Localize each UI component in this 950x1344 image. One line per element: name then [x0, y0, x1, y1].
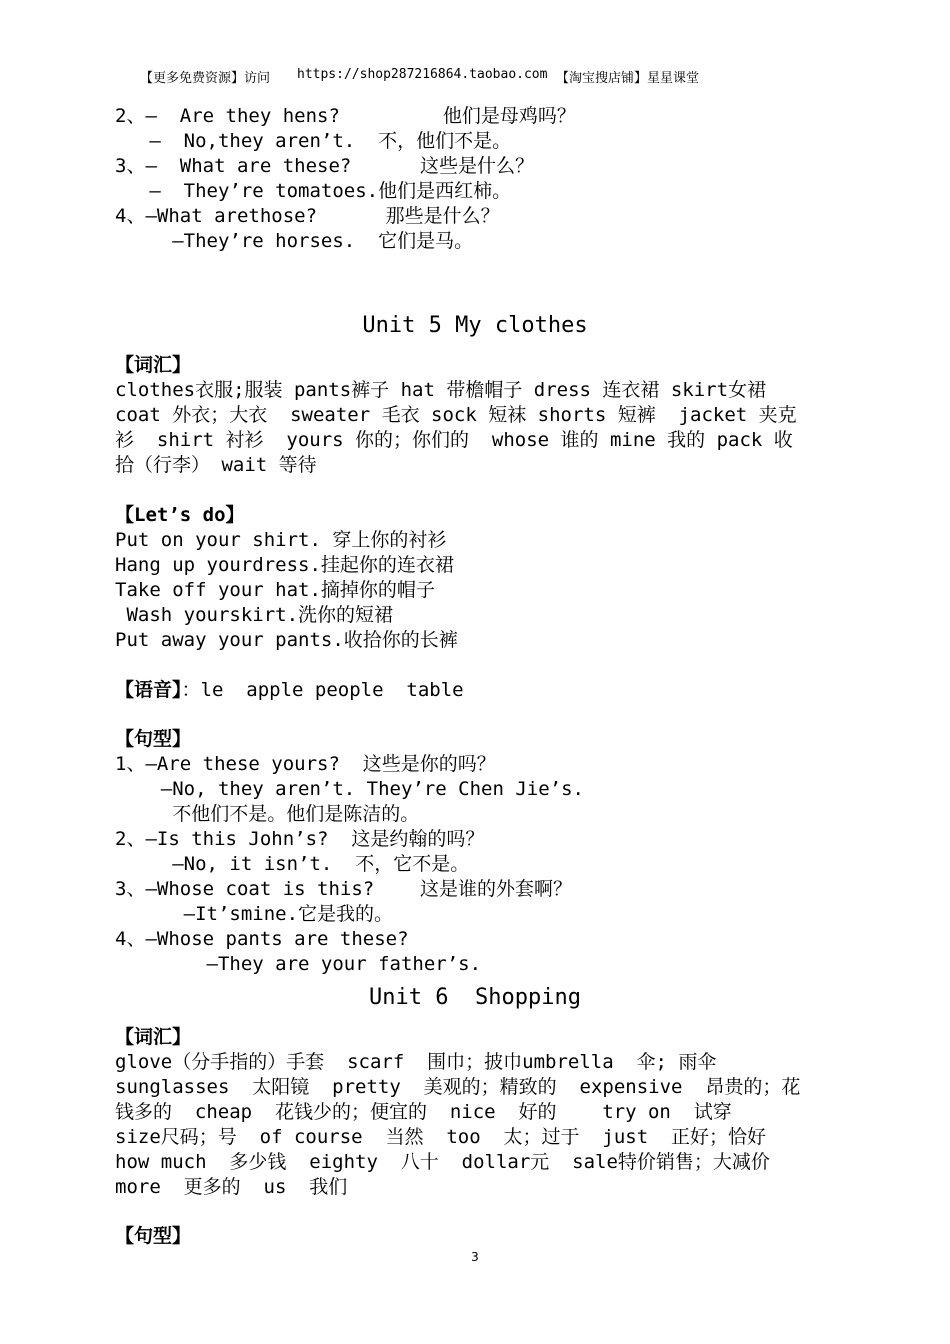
sentence-line: —No, it isn’t. 不，它不是。 [115, 853, 470, 875]
vocab-line: how much 多少钱 eighty 八十 dollar元 sale特价销售；大减价 [115, 1151, 770, 1173]
vocab-line: 衫 shirt 衬衫 yours 你的；你们的 whose 谁的 mine 我的 pack 收 [115, 429, 793, 451]
letsdo-line: Hang up yourdress.挂起你的连衣裙 [115, 554, 454, 576]
vocab-line: more 更多的 us 我们 [115, 1176, 348, 1198]
page-number: 3 [471, 1250, 479, 1264]
dialogue-line: —They’re horses. 它们是马。 [115, 230, 474, 252]
header-right: 【淘宝搜店铺】星星课堂 [556, 71, 700, 86]
sentence-line: —No, they aren’t. They’re Chen Jie’s. [115, 778, 584, 800]
unit6-vocab-heading: 【词汇】 [115, 1026, 192, 1048]
dialogue-line: 2、— Are they hens? 他们是母鸡吗？ [115, 105, 576, 127]
vocab-line: sunglasses 太阳镜 pretty 美观的；精致的 expensive 昂贵的；花 [115, 1076, 801, 1098]
header-url[interactable]: https://shop287216864.taobao.com [297, 67, 548, 82]
letsdo-line: Take off your hat.摘掉你的帽子 [115, 579, 435, 601]
phonics-text: ：le apple people table [181, 679, 464, 701]
dialogue-line: — They’re tomatoes.他们是西红柿。 [115, 180, 512, 202]
unit5-sentence-heading: 【句型】 [115, 728, 192, 750]
letsdo-line: Wash yourskirt.洗你的短裙 [115, 604, 394, 626]
vocab-line: 拾（行李） wait 等待 [115, 454, 317, 476]
sentence-line: 1、—Are these yours? 这些是你的吗？ [115, 753, 496, 775]
vocab-line: 钱多的 cheap 花钱少的；便宜的 nice 好的 try on 试穿 [115, 1101, 732, 1123]
dialogue-line: 4、—What arethose? 那些是什么？ [115, 205, 500, 227]
dialogue-line: — No,they aren’t. 不，他们不是。 [115, 130, 512, 152]
sentence-line: —It’smine.它是我的。 [115, 903, 394, 925]
sentence-line: —They are your father’s. [115, 953, 482, 975]
sentence-line: 3、—Whose coat is this? 这是谁的外套啊？ [115, 878, 572, 900]
unit5-phonics [115, 678, 464, 702]
unit6-sentence-heading: 【句型】 [115, 1225, 192, 1247]
letsdo-line: Put away your pants.收拾你的长裤 [115, 629, 458, 651]
header-left: 【更多免费资源】访问 [140, 71, 271, 86]
vocab-line: size尺码；号 of course 当然 too 太；过于 just 正好；恰好 [115, 1126, 767, 1148]
unit5-vocab-heading: 【词汇】 [115, 354, 192, 376]
vocab-line: glove（分手指的）手套 scarf 围巾；披巾umbrella 伞; 雨伞 [115, 1051, 717, 1073]
unit5-letsdo-heading: 【Let’s do】 [115, 504, 245, 526]
vocab-line: coat 外衣；大衣 sweater 毛衣 sock 短袜 shorts 短裤 jacket 夹克 [115, 404, 797, 426]
dialogue-line: 3、— What are these? 这些是什么？ [115, 155, 534, 177]
letsdo-line: Put on your shirt. 穿上你的衬衫 [115, 529, 447, 551]
sentence-line: 不他们不是。他们是陈洁的。 [115, 803, 420, 825]
vocab-line: clothes衣服;服装 pants裤子 hat 带檐帽子 dress 连衣裙 skirt女裙 [115, 379, 767, 401]
sentence-line: 2、—Is this John’s? 这是约翰的吗？ [115, 828, 485, 850]
unit6-title: Unit 6 Shopping [369, 985, 581, 1010]
unit5-phonics-heading: 【语音】 [115, 679, 182, 701]
unit5-title: Unit 5 My clothes [362, 313, 588, 338]
sentence-line: 4、—Whose pants are these? [115, 928, 409, 950]
